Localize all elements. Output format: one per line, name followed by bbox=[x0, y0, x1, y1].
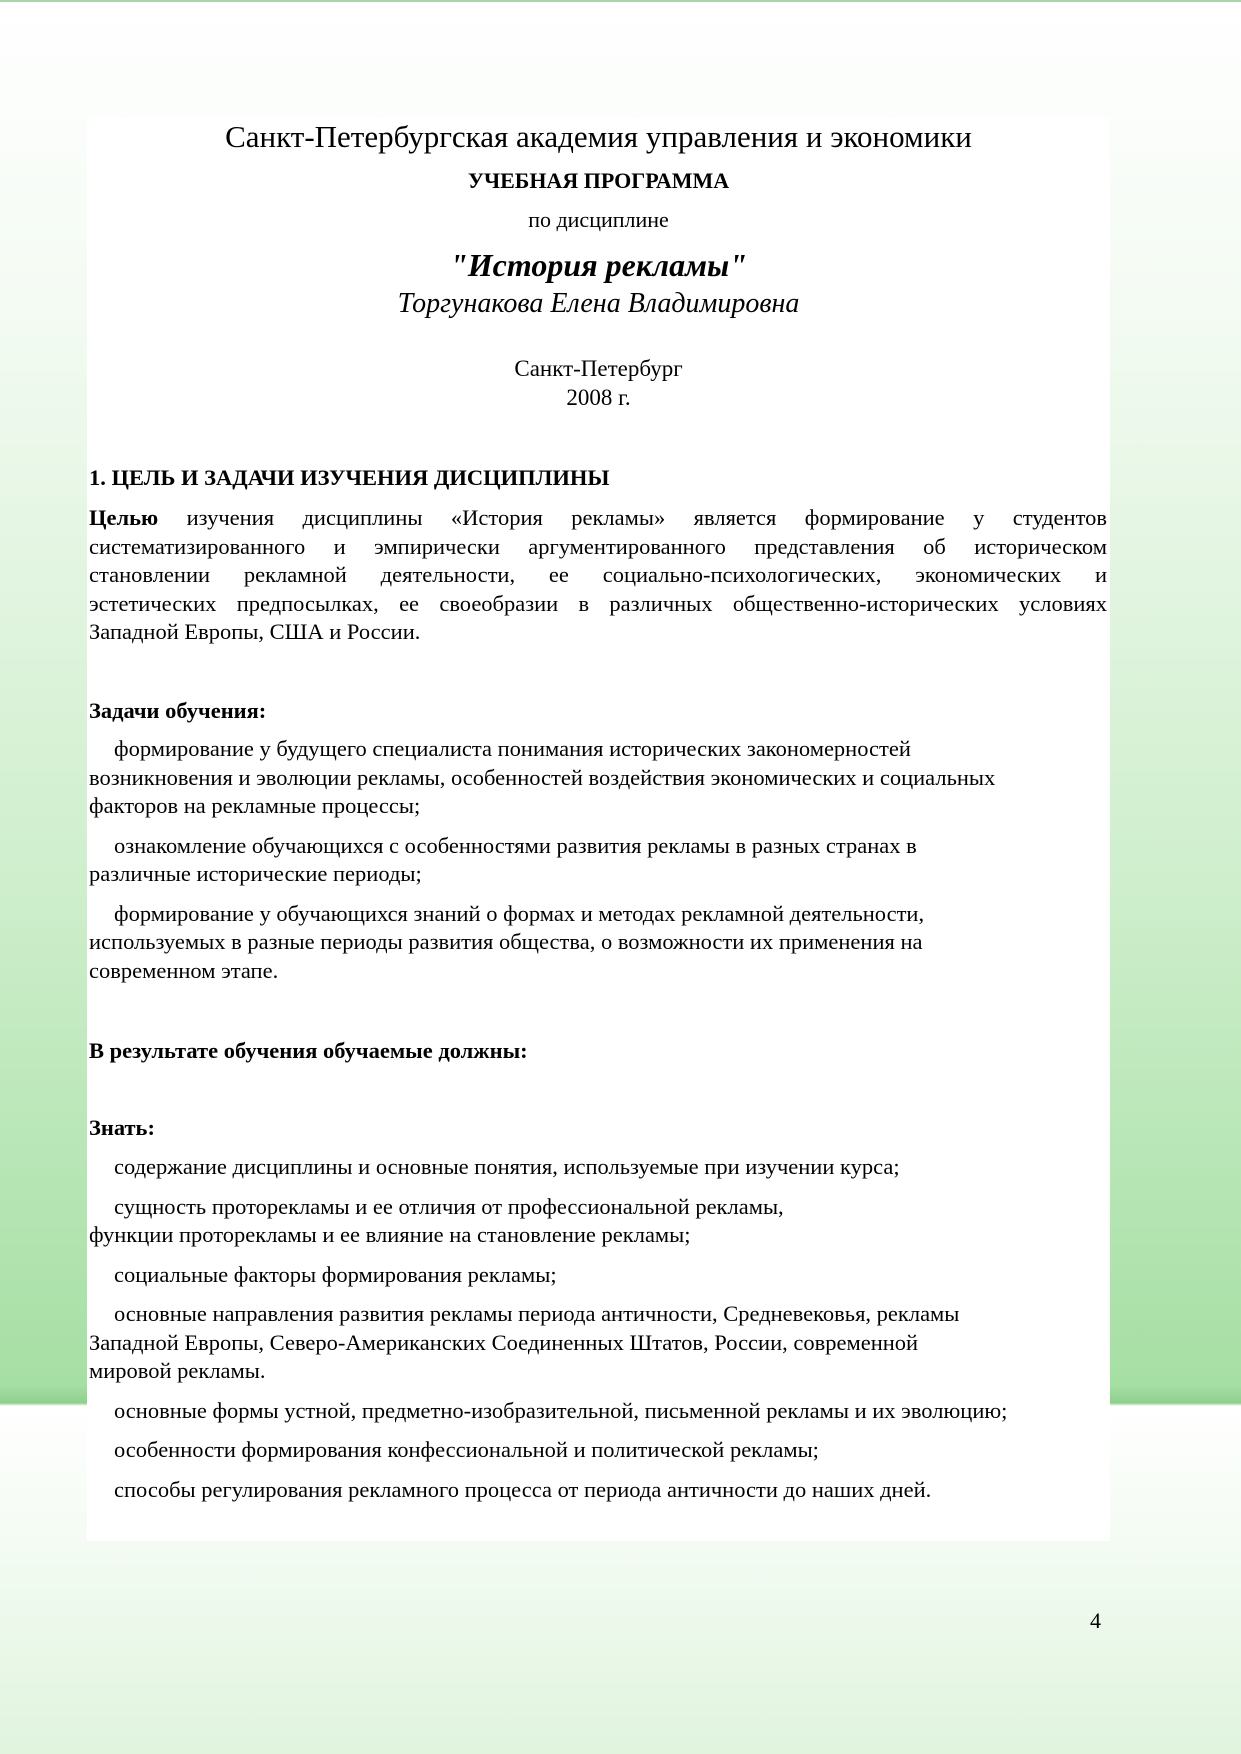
list-item-line: способы регулирования рекламного процесса от периода античности до наших дней. bbox=[114, 1476, 932, 1502]
list-item bbox=[89, 1153, 1107, 1182]
list-item bbox=[89, 1193, 1107, 1250]
list-item-line: основные формы устной, предметно-изобразительной, письменной рекламы и их эволюцию; bbox=[114, 1397, 1008, 1423]
list-item-line: формирование у обучающихся знаний о формах и методах рекламной деятельности, bbox=[114, 900, 925, 926]
paragraph-line: становлении рекламной деятельности, ее социально-психологических, экономических и bbox=[89, 562, 1107, 587]
document-type: УЧЕБНАЯ ПРОГРАММА bbox=[467, 168, 730, 193]
list-item bbox=[89, 1476, 1107, 1505]
list-item-line: различные исторические периоды; bbox=[89, 861, 422, 886]
list-item-line: основные направления развития рекламы периода античности, Средневековья, рекламы bbox=[114, 1301, 960, 1326]
subtitle: по дисциплине bbox=[528, 207, 669, 232]
list-item-line: возникновения и эволюции рекламы, особенностей воздействия экономических и социальных bbox=[89, 764, 996, 790]
list-item-line: Западной Европы, Северо-Американских Соединенных Штатов, России, современной bbox=[89, 1329, 919, 1355]
know-heading: Знать: bbox=[89, 1115, 155, 1140]
list-item bbox=[89, 1436, 1107, 1465]
list-item-line: современном этапе. bbox=[89, 957, 279, 983]
discipline-title: "История рекламы" bbox=[450, 247, 747, 283]
list-item bbox=[89, 1300, 1107, 1386]
list-item-line: ознакомление обучающихся с особенностями развития рекламы в разных странах в bbox=[114, 832, 917, 858]
author: Торгунакова Елена Владимировна bbox=[397, 288, 800, 319]
list-item-line: мировой рекламы. bbox=[89, 1358, 266, 1383]
tasks-heading: Задачи обучения: bbox=[89, 698, 267, 723]
paragraph-line: Целью изучения дисциплины «История рекламы» является формирование у студентов bbox=[89, 505, 1107, 530]
goal-label: Целью bbox=[89, 505, 159, 530]
list-item-line: содержание дисциплины и основные понятия, используемые при изучении курса; bbox=[114, 1154, 900, 1179]
list-item-line: используемых в разные периоды развития общества, о возможности их применения на bbox=[89, 929, 923, 954]
section-heading: 1. ЦЕЛЬ И ЗАДАЧИ ИЗУЧЕНИЯ ДИСЦИПЛИНЫ bbox=[89, 465, 610, 490]
list-item bbox=[89, 832, 1107, 889]
results-heading: В результате обучения обучаемые должны: bbox=[89, 1038, 528, 1063]
list-item bbox=[89, 900, 1107, 986]
institution-title: Санкт-Петербургская академия управления и экономики bbox=[225, 119, 972, 154]
know-list bbox=[89, 1153, 1107, 1515]
list-item-line: социальные факторы формирования рекламы; bbox=[114, 1261, 557, 1287]
list-item-line: сущность проторекламы и ее отличия от профессиональной рекламы, bbox=[114, 1193, 784, 1219]
tasks-list bbox=[89, 735, 1107, 996]
city: Санкт-Петербург bbox=[514, 356, 683, 381]
top-border bbox=[0, 0, 1241, 2]
list-item-line: особенности формирования конфессиональной и политической рекламы; bbox=[114, 1437, 819, 1462]
list-item bbox=[89, 1261, 1107, 1290]
list-item-line: формирование у будущего специалиста понимания исторических закономерностей bbox=[114, 736, 911, 761]
paragraph-line: эстетических предпосылках, ее своеобразии в различных общественно-исторических условиях bbox=[89, 590, 1107, 616]
goal-paragraph bbox=[89, 504, 1107, 647]
list-item-line: функции проторекламы и ее влияние на становление рекламы; bbox=[89, 1222, 691, 1247]
paragraph-line: Западной Европы, США и России. bbox=[89, 619, 421, 644]
paragraph-line: систематизированного и эмпирически аргументированного представления об историческом bbox=[89, 533, 1107, 559]
list-item bbox=[89, 1397, 1107, 1426]
year: 2008 г. bbox=[566, 385, 631, 410]
page-number: 4 bbox=[1090, 1608, 1101, 1633]
list-item bbox=[89, 735, 1107, 821]
list-item-line: факторов на рекламные процессы; bbox=[89, 793, 421, 818]
